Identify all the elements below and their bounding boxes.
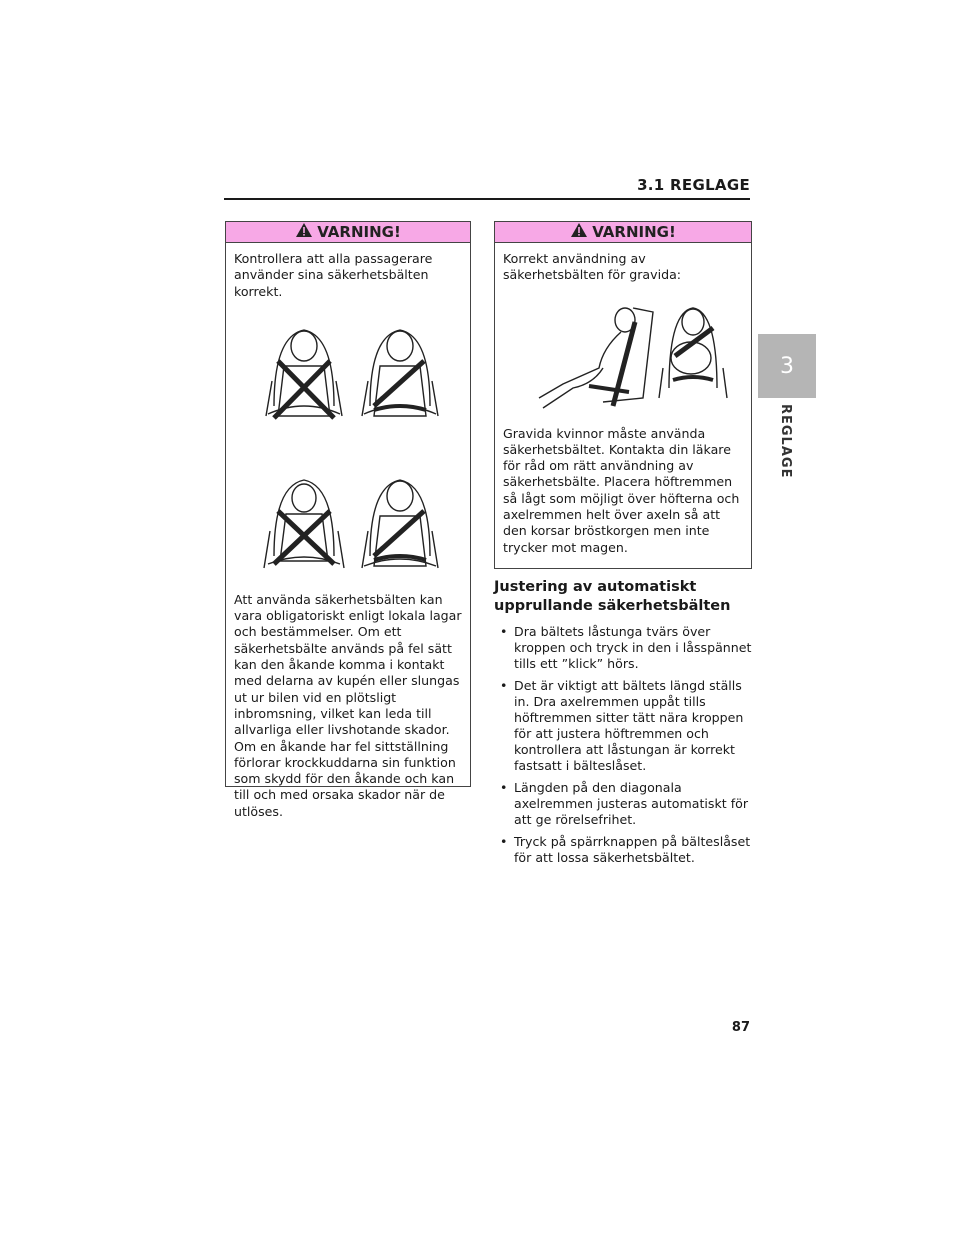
chapter-header: 3.1 REGLAGE — [637, 176, 750, 194]
warning-body: Att använda säkerhetsbälten kan vara obligatoriskt enligt lokala lagar och bestämmelser. Om ett säkerhetsbälte används på fel sätt kan den åkande komma i kontakt med delarna av kupén eller slungas ut ur bilen vid en plötsligt inbromsning, vilket kan leda till allvarliga eller livshotande skador. Om en åkande har fel sittställning förlorar krockkuddarna sin funktion som skydd för den åkande och kan till och med orsaka skador när de utlöses. — [234, 591, 462, 819]
list-item-text: Längden på den diagonala axelremmen justeras automatiskt för att ge rörelsefrihet. — [514, 780, 749, 827]
list-item — [500, 780, 752, 828]
chapter-number: 3 — [780, 353, 794, 379]
warning-box-pregnant — [494, 221, 752, 569]
seatbelt-adjustment-section — [494, 578, 752, 872]
warning-header — [495, 222, 751, 243]
list-item — [500, 834, 752, 866]
warning-title: VARNING! — [317, 223, 401, 241]
warning-body: Gravida kvinnor måste använda säkerhetsbältet. Kontakta din läkare för råd om rätt användning av säkerhetsbälte. Placera höftremmen så lågt som möjligt över höfterna och axelremmen helt över axeln så att den korsar bröstkorgen men inte trycker mot magen. — [503, 425, 740, 555]
bullet-marker: • — [500, 624, 508, 639]
page-number: 87 — [731, 1020, 750, 1035]
header-rule — [224, 198, 750, 200]
bullet-marker: • — [500, 678, 508, 693]
warning-intro: Korrekt användning av säkerhetsbälten för gravida: — [503, 251, 682, 283]
seatbelt-occupants-illustration — [234, 306, 462, 588]
list-item — [500, 624, 752, 672]
list-item-text: Det är viktigt att bältets längd ställs in. Dra axelremmen uppåt tills höftremmen sitter tätt nära kroppen för att justera höftremmen och kontrollera att låstungan är korrekt fastsatt i bälteslåset. — [514, 678, 744, 773]
bullet-marker: • — [500, 834, 508, 849]
chapter-tab — [758, 334, 816, 398]
warning-triangle-icon — [570, 222, 588, 242]
warning-intro: Kontrollera att alla passagerare använder sina säkerhetsbälten korrekt. — [234, 251, 433, 299]
list-item — [500, 678, 752, 774]
section-title: Justering av automatiskt upprullande säkerhetsbälten — [494, 579, 731, 614]
list-item-text: Dra bältets låstunga tvärs över kroppen och tryck in den i låsspännet tills ett ”klick” hörs. — [514, 624, 752, 671]
warning-triangle-icon — [295, 222, 313, 242]
warning-title: VARNING! — [592, 223, 676, 241]
pregnant-seatbelt-illustration — [503, 288, 743, 420]
chapter-tab-label: REGLAGE — [778, 404, 793, 479]
instruction-list — [494, 624, 752, 866]
warning-box-passengers — [225, 221, 471, 819]
warning-header — [226, 222, 470, 243]
bullet-marker: • — [500, 780, 508, 795]
list-item-text: Tryck på spärrknappen på bälteslåset för att lossa säkerhetsbältet. — [514, 834, 751, 865]
